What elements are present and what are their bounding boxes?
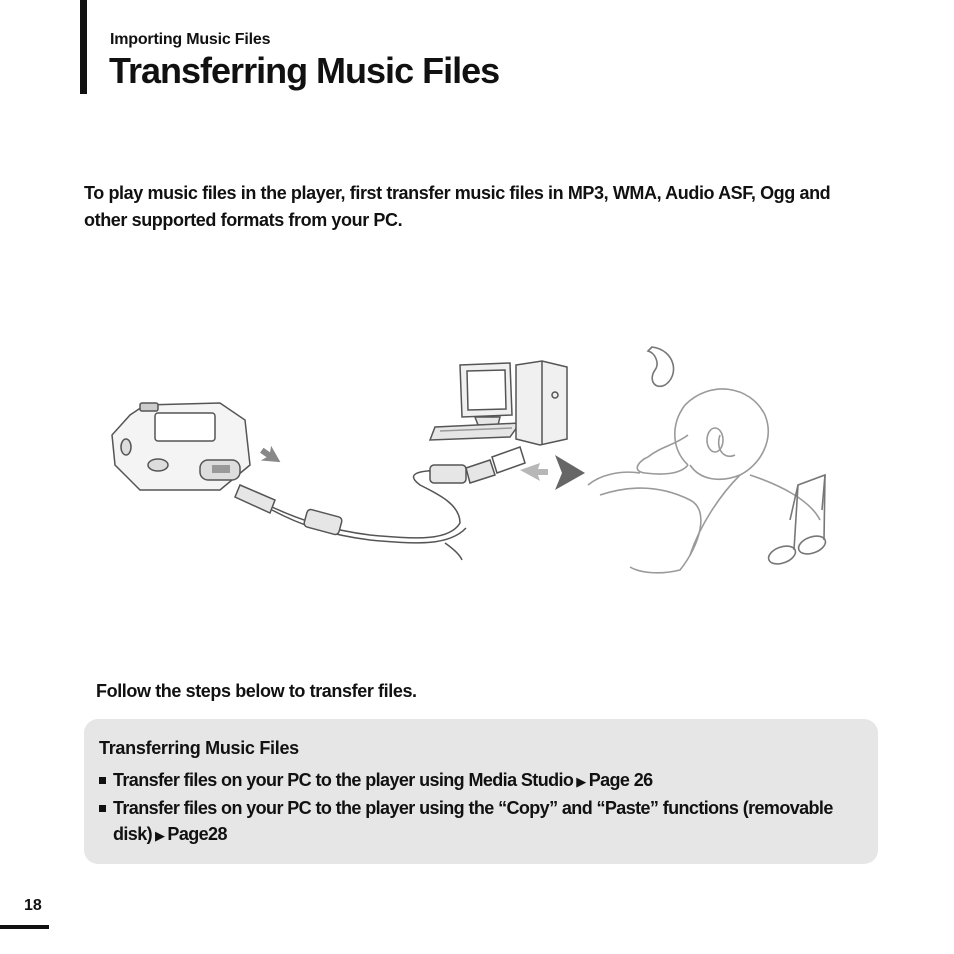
section-label: Importing Music Files xyxy=(110,31,271,48)
intro-paragraph: To play music files in the player, first transfer music files in MP3, WMA, Audio ASF, Ogg and other supported formats from your PC. xyxy=(84,183,831,230)
transfer-illustration xyxy=(100,335,860,585)
page-reference: Page 26 xyxy=(588,770,653,790)
list-item xyxy=(99,767,859,795)
page-reference: Page28 xyxy=(167,824,227,844)
music-listener-icon xyxy=(588,389,820,573)
list-item-text: Transfer files on your PC to the player using the “Copy” and “Paste” functions (removable disk) xyxy=(113,798,833,844)
steps-lead: Follow the steps below to transfer files. xyxy=(96,681,417,701)
computer-icon xyxy=(430,361,567,445)
info-box-title: Transferring Music Files xyxy=(99,738,299,758)
usb-cable-icon xyxy=(235,447,525,560)
page-number-rule xyxy=(0,925,49,929)
arrow-to-listener-icon xyxy=(520,455,585,490)
info-box-list xyxy=(99,767,859,849)
square-bullet-icon xyxy=(99,777,106,784)
info-box xyxy=(84,719,878,864)
mp3-player-icon xyxy=(112,403,250,490)
arrow-right-icon: ▶ xyxy=(576,774,586,789)
list-item-text: Transfer files on your PC to the player using Media Studio xyxy=(113,770,574,790)
arrow-right-icon: ▶ xyxy=(155,828,165,843)
page-title: Transferring Music Files xyxy=(109,50,500,91)
music-notes-icon xyxy=(648,347,828,567)
list-item xyxy=(99,795,859,849)
arrow-to-player-icon xyxy=(257,443,285,470)
header-accent-bar xyxy=(80,0,87,94)
page-number: 18 xyxy=(24,897,42,914)
square-bullet-icon xyxy=(99,805,106,812)
